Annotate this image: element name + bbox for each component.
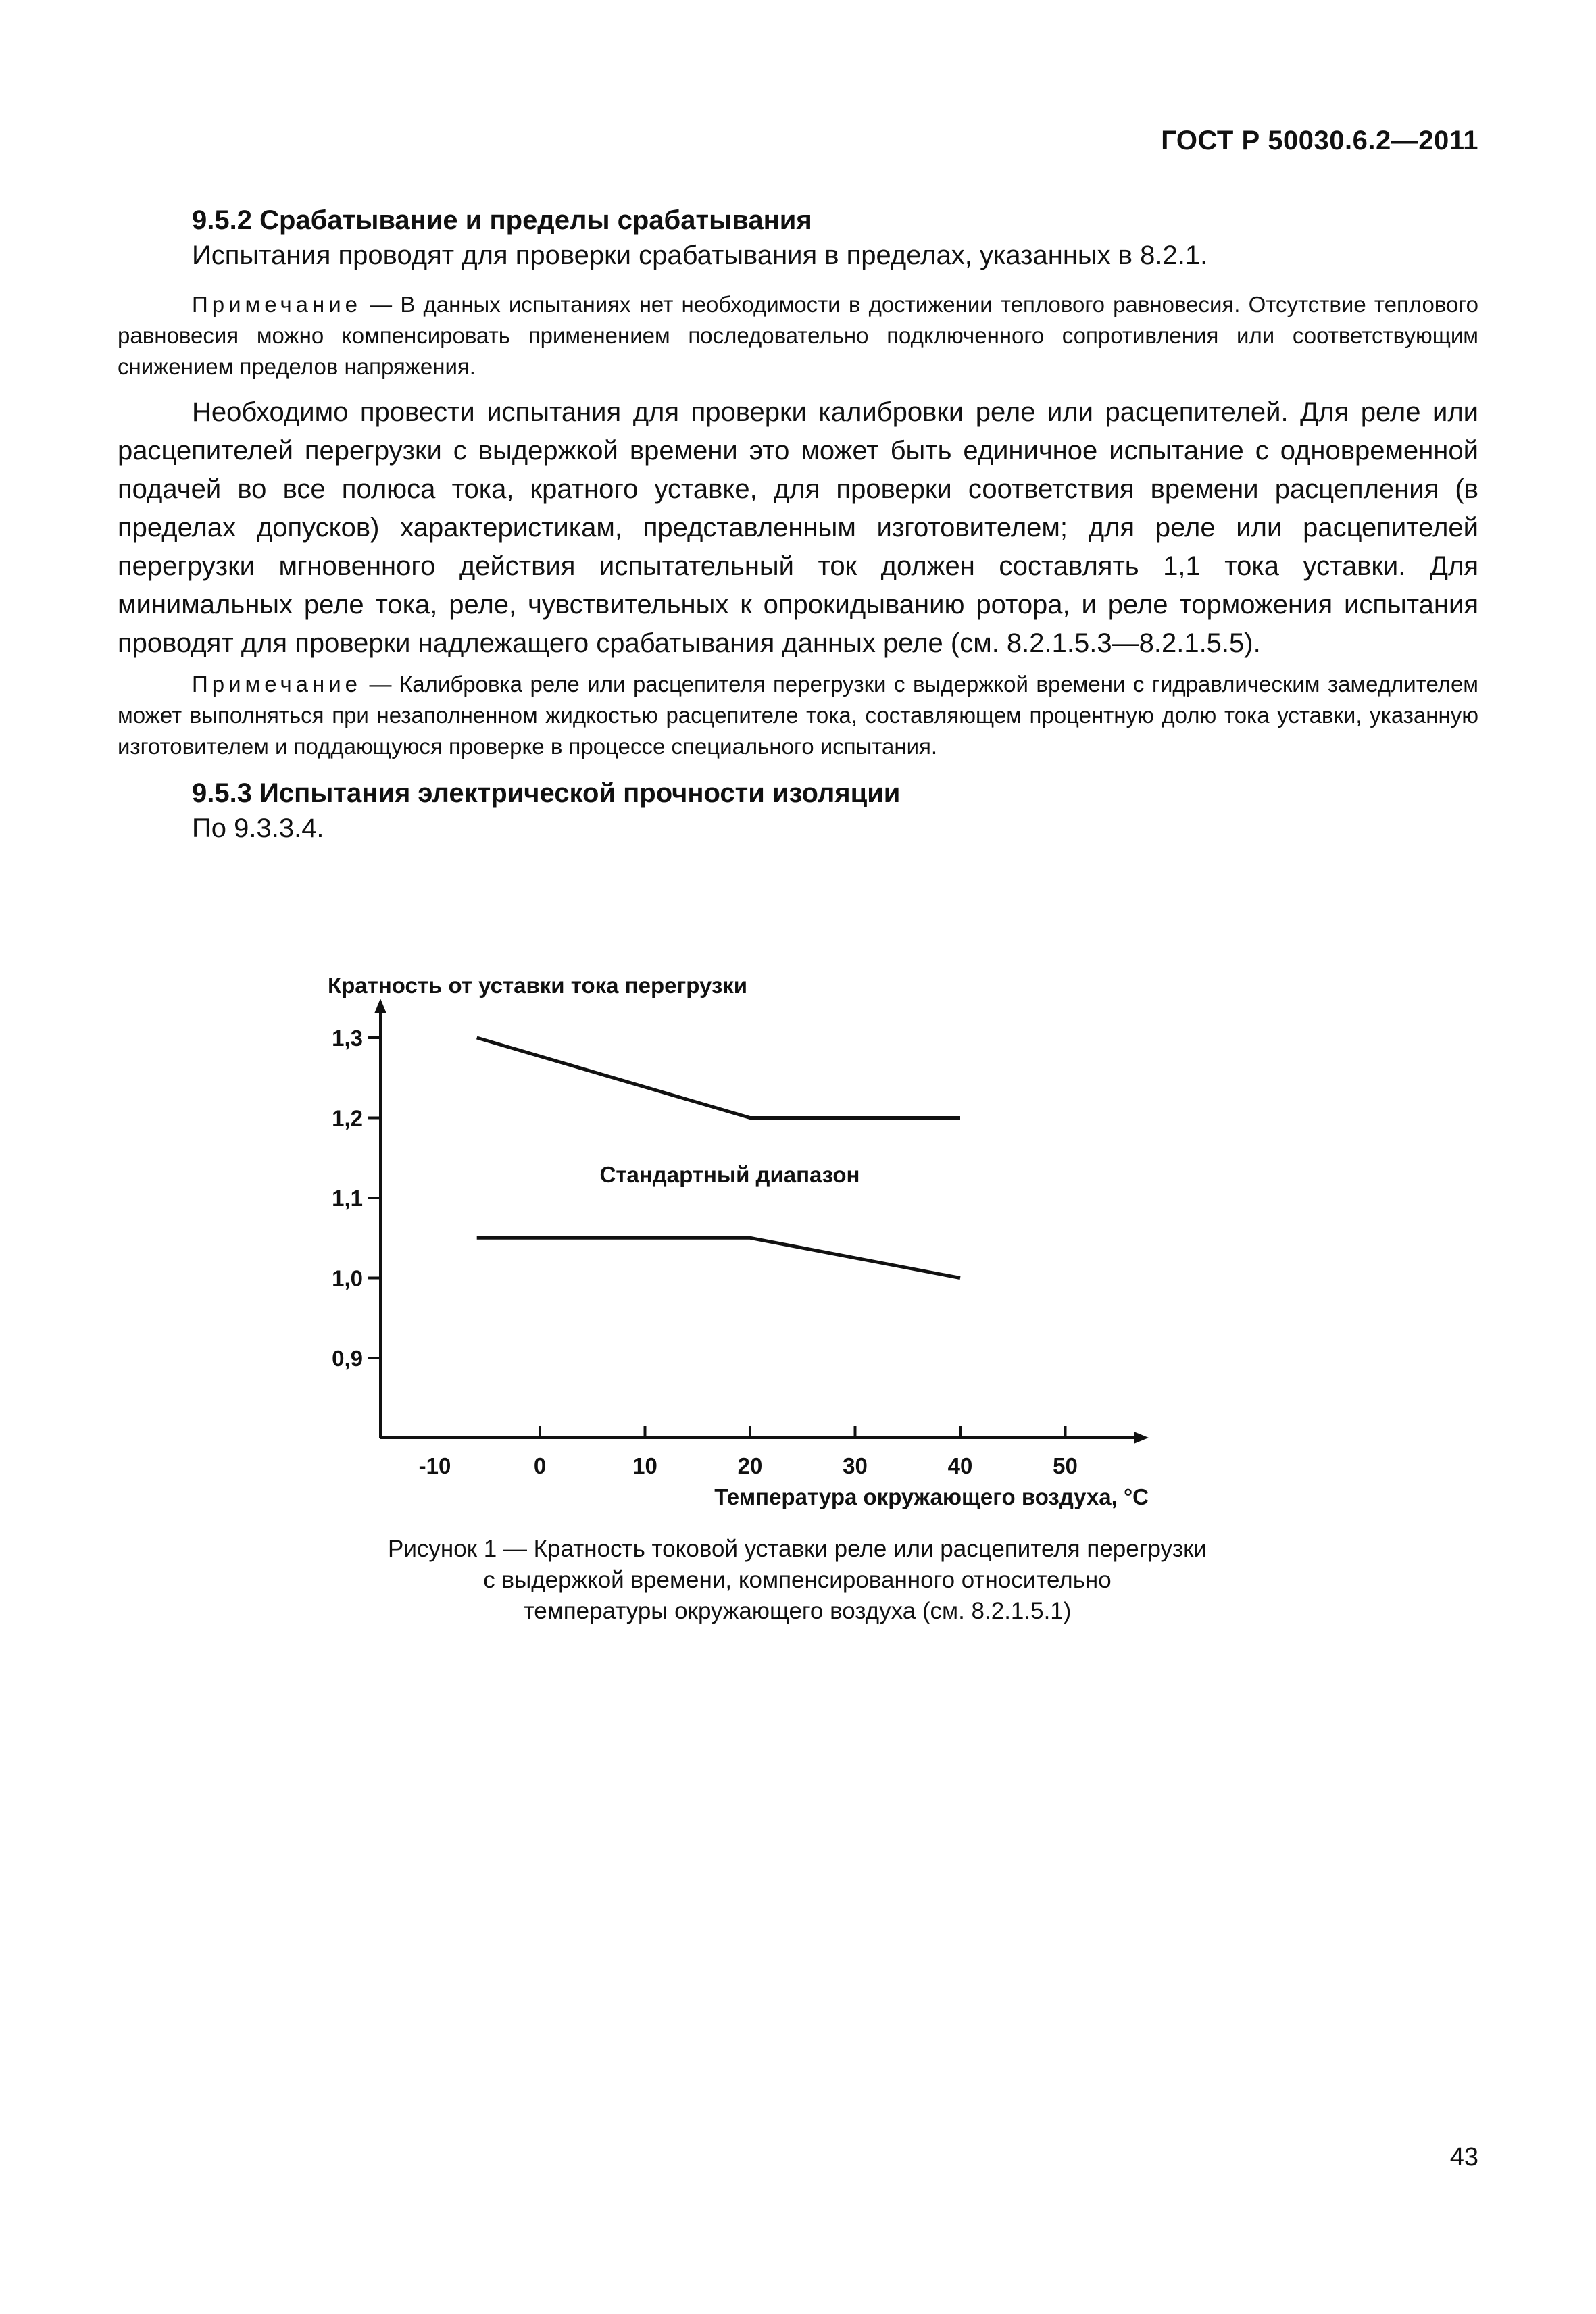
x-tick-label: 10 xyxy=(632,1453,657,1478)
chart-axes xyxy=(374,999,1149,1444)
note-text: — Калибровка реле или расцепителя перегрузки с выдержкой времени с гидравлическим замедлителем может выполняться при незаполненном жидкостью расцепителе тока, составляющем процентную долю тока уставки, указанную изготовителем и поддающуюся проверке в процессе специального испытания. xyxy=(118,672,1478,759)
y-tick-label: 1,0 xyxy=(332,1265,363,1291)
note-label: Примечание xyxy=(192,292,362,317)
section-text: По 9.3.3.4. xyxy=(192,813,324,843)
note-label: Примечание xyxy=(192,672,362,697)
x-tick-label: 0 xyxy=(533,1453,547,1478)
caption-line: с выдержкой времени, компенсированного относительно xyxy=(483,1567,1112,1593)
figure-caption xyxy=(257,1534,1338,1627)
caption-line: Рисунок 1 — Кратность токовой уставки реле или расцепителя перегрузки xyxy=(388,1536,1207,1562)
x-tick-label: 40 xyxy=(947,1453,973,1478)
region-label: Стандартный диапазон xyxy=(599,1162,860,1187)
x-tick-label: 20 xyxy=(737,1453,763,1478)
y-axis-label: Кратность от уставки тока перегрузки xyxy=(328,973,748,998)
paragraph-text: Необходимо провести испытания для проверки калибровки реле или расцепителей. Для реле или расцепителей перегрузки с выдержкой времени это может быть единичное испытание с одновременной подачей во все полюса тока, кратного уставке, для проверки соответствия времени расцепления (в пределах допусков) характеристикам, представленным изготовителем; для реле или расцепителей перегрузки мгновенного действия испытательный ток должен составлять 1,1 тока уставки. Для минимальных реле тока, реле, чувствительных к опрокидыванию ротора, и реле торможения испытания проводят для проверки надлежащего срабатывания данных реле (см. 8.2.1.5.3—8.2.1.5.5). xyxy=(118,397,1478,658)
x-tick-label: 50 xyxy=(1053,1453,1078,1478)
y-tick-label: 1,3 xyxy=(332,1026,363,1051)
caption-line: температуры окружающего воздуха (см. 8.2.1.5.1) xyxy=(523,1598,1072,1624)
section-9-5-2 xyxy=(118,203,1478,273)
y-tick-label: 1,2 xyxy=(332,1105,363,1131)
body-paragraph xyxy=(118,393,1478,663)
section-heading: 9.5.2 Срабатывание и пределы срабатывания xyxy=(192,205,812,235)
note-text: — В данных испытаниях нет необходимости в достижении теплового равновесия. Отсутствие теплового равновесия можно компенсировать применением последовательно подключенного сопротивления или соответствующим снижением пределов напряжения. xyxy=(118,292,1478,379)
x-axis-label: Температура окружающего воздуха, °C xyxy=(714,1484,1149,1509)
lower-limit-line xyxy=(477,1238,960,1278)
x-tick-label: 30 xyxy=(843,1453,868,1478)
upper-limit-line xyxy=(477,1038,960,1118)
y-tick-label: 1,1 xyxy=(332,1186,363,1211)
section-heading: 9.5.3 Испытания электрической прочности изоляции xyxy=(192,778,901,808)
y-tick-label: 0,9 xyxy=(332,1346,363,1371)
page-number: 43 xyxy=(1449,2143,1478,2171)
standard-header: ГОСТ Р 50030.6.2—2011 xyxy=(1161,126,1478,155)
section-intro: Испытания проводят для проверки срабатывания в пределах, указанных в 8.2.1. xyxy=(192,241,1208,270)
section-9-5-3 xyxy=(118,776,1478,846)
note-1 xyxy=(118,289,1478,382)
x-tick-label: -10 xyxy=(418,1453,451,1478)
note-2 xyxy=(118,669,1478,762)
y-axis-arrow xyxy=(374,999,386,1013)
chart-series xyxy=(477,1038,960,1278)
x-axis-arrow xyxy=(1134,1432,1149,1444)
chart-ticks xyxy=(332,1026,1078,1478)
